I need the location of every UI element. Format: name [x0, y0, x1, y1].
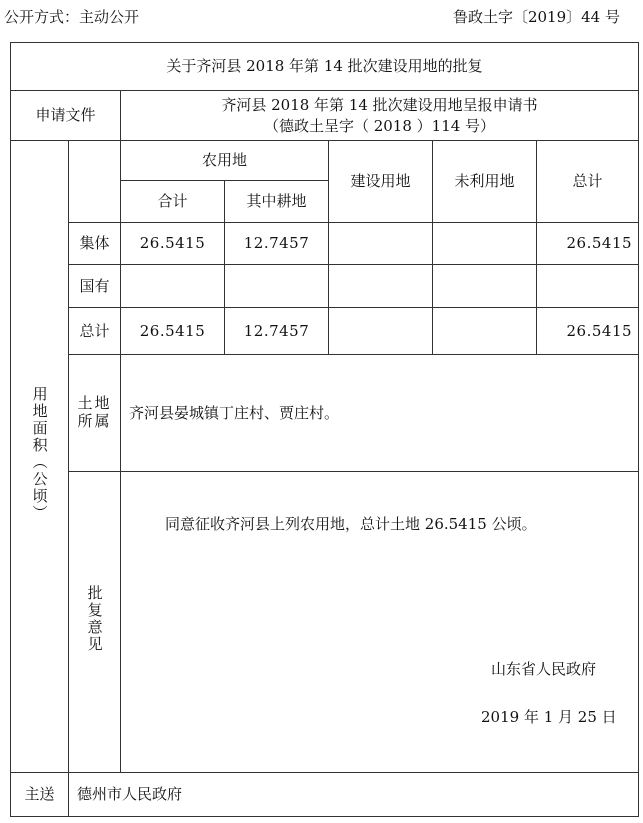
land-area-side-label — [11, 141, 69, 773]
collective-unused — [433, 223, 537, 265]
row-label-total: 总计 — [69, 308, 121, 355]
send-to-row — [11, 773, 639, 817]
table-row — [11, 265, 639, 308]
approval-date: 2019 年 1 月 25 日 — [481, 708, 617, 726]
location-label — [69, 355, 121, 472]
application-value — [121, 91, 639, 141]
approval-label — [69, 472, 121, 773]
location-value: 齐河县晏城镇丁庄村、贾庄村。 — [121, 355, 639, 472]
table-row — [11, 308, 639, 355]
application-line-2: （德政土呈字（ 2018 ）114 号） — [263, 116, 496, 135]
send-to-value: 德州市人民政府 — [69, 773, 639, 817]
state-total — [537, 265, 639, 308]
land-area-side-label-text: 用地面积（公顷） — [30, 385, 49, 522]
collective-construction — [329, 223, 433, 265]
col-construction: 建设用地 — [329, 141, 433, 223]
publish-mode: 公开方式：主动公开 — [4, 8, 140, 26]
approval-label-text: 批复意见 — [85, 585, 104, 654]
title-row — [11, 43, 639, 91]
total-unused — [433, 308, 537, 355]
row-label-state: 国有 — [69, 265, 121, 308]
state-farmland — [225, 265, 329, 308]
application-row — [11, 91, 639, 141]
document-number: 鲁政土字〔2019〕44 号 — [452, 8, 620, 26]
collective-farmland: 12.7457 — [225, 223, 329, 265]
col-agri: 农用地 — [121, 141, 329, 181]
approval-organization: 山东省人民政府 — [491, 660, 597, 678]
approval-row — [11, 472, 639, 773]
location-row — [11, 355, 639, 472]
col-total: 总计 — [537, 141, 639, 223]
total-farmland: 12.7457 — [225, 308, 329, 355]
table-row — [11, 223, 639, 265]
total-total: 26.5415 — [537, 308, 639, 355]
document-title: 关于齐河县 2018 年第 14 批次建设用地的批复 — [11, 43, 639, 91]
col-agri-farmland: 其中耕地 — [225, 181, 329, 223]
row-label-collective: 集体 — [69, 223, 121, 265]
state-construction — [329, 265, 433, 308]
send-to-label: 主送 — [11, 773, 69, 817]
col-agri-total: 合计 — [121, 181, 225, 223]
approval-content — [121, 472, 639, 773]
application-line-1: 齐河县 2018 年第 14 批次建设用地呈报申请书 — [221, 96, 538, 115]
state-agri-total — [121, 265, 225, 308]
document-header — [0, 0, 643, 38]
col-unused: 未利用地 — [433, 141, 537, 223]
header-blank-cell — [69, 141, 121, 223]
application-label: 申请文件 — [11, 91, 121, 141]
approval-form-table — [10, 42, 639, 817]
collective-agri-total: 26.5415 — [121, 223, 225, 265]
total-construction — [329, 308, 433, 355]
approval-text: 同意征收齐河县上列农用地，总计土地 26.5415 公顷。 — [165, 515, 537, 533]
total-agri-total: 26.5415 — [121, 308, 225, 355]
location-label-text: 土地所属 — [77, 394, 112, 431]
column-header-row-1 — [11, 141, 639, 181]
collective-total: 26.5415 — [537, 223, 639, 265]
state-unused — [433, 265, 537, 308]
